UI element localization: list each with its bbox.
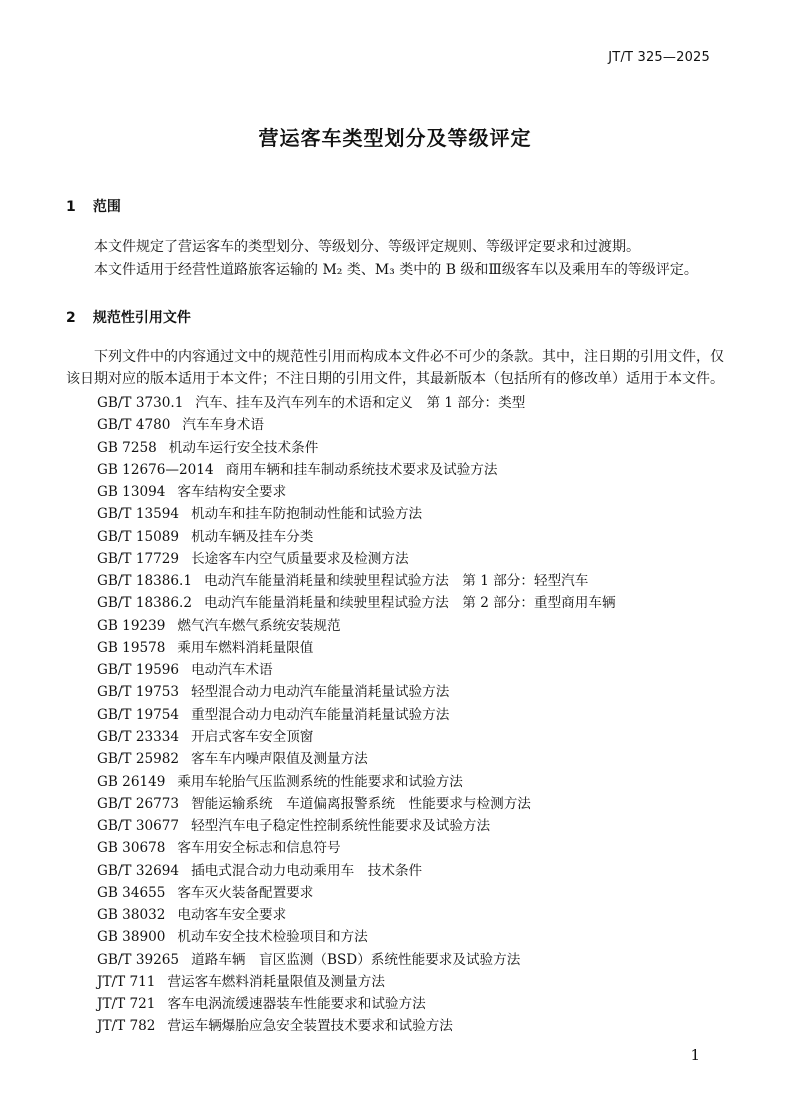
reference-title: 乘用车轮胎气压监测系统的性能要求和试验方法 bbox=[177, 773, 463, 790]
reference-code: GB/T 15089 bbox=[97, 528, 180, 545]
reference-code: GB/T 4780 bbox=[97, 417, 171, 434]
reference-title: 电动汽车能量消耗量和续驶里程试验方法 第 1 部分：轻型汽车 bbox=[204, 573, 589, 590]
section-number: 2 bbox=[66, 310, 76, 326]
standard-code: JT/T 325—2025 bbox=[608, 50, 710, 65]
reference-code: GB 13094 bbox=[97, 484, 166, 501]
reference-code: GB/T 18386.1 bbox=[97, 573, 193, 590]
reference-title: 客车结构安全要求 bbox=[177, 484, 287, 501]
reference-code: GB/T 18386.2 bbox=[97, 595, 193, 612]
reference-code: GB/T 19596 bbox=[97, 662, 180, 679]
reference-item bbox=[97, 837, 737, 859]
scope-paragraph-2: 本文件适用于经营性道路旅客运输的 M₂ 类、M₃ 类中的 B 级和Ⅲ级客车以及乘用车的等级评定。 bbox=[94, 262, 698, 278]
reference-title: 重型混合动力电动汽车能量消耗量试验方法 bbox=[191, 706, 450, 723]
reference-item bbox=[97, 481, 737, 503]
reference-title: 机动车辆及挂车分类 bbox=[191, 528, 314, 545]
reference-item bbox=[97, 637, 737, 659]
reference-item bbox=[97, 615, 737, 637]
reference-item bbox=[97, 459, 737, 481]
reference-item bbox=[97, 437, 737, 459]
reference-code: GB/T 3730.1 bbox=[97, 395, 184, 411]
reference-item bbox=[97, 926, 737, 948]
reference-item bbox=[97, 882, 737, 904]
references-intro-paragraph: 下列文件中的内容通过文中的规范性引用而构成本文件必不可少的条款。其中，注日期的引用文件，仅该日期对应的版本适用于本文件；不注日期的引用文件，其最新版本（包括所有的修改单）适用于本文件。 bbox=[66, 349, 724, 387]
reference-code: JT/T 711 bbox=[97, 973, 156, 990]
reference-title: 汽车、挂车及汽车列车的术语和定义 第 1 部分：类型 bbox=[195, 395, 526, 411]
reference-item bbox=[97, 704, 737, 726]
reference-item bbox=[97, 592, 737, 614]
reference-title: 商用车辆和挂车制动系统技术要求及试验方法 bbox=[225, 461, 498, 478]
reference-code: GB 30678 bbox=[97, 840, 166, 857]
reference-item bbox=[97, 726, 737, 748]
reference-title: 道路车辆 盲区监测（BSD）系统性能要求及试验方法 bbox=[191, 951, 521, 968]
section-title: 范围 bbox=[92, 199, 121, 215]
reference-code: GB/T 39265 bbox=[97, 951, 180, 968]
reference-item bbox=[97, 949, 737, 971]
reference-code: GB/T 26773 bbox=[97, 795, 180, 812]
reference-code: GB/T 17729 bbox=[97, 550, 180, 567]
reference-title: 机动车和挂车防抱制动性能和试验方法 bbox=[191, 506, 423, 523]
page-number: 1 bbox=[690, 1046, 700, 1064]
reference-code: GB/T 30677 bbox=[97, 818, 180, 835]
reference-item bbox=[97, 904, 737, 926]
reference-item bbox=[97, 771, 737, 793]
reference-item bbox=[97, 659, 737, 681]
reference-title: 电动汽车术语 bbox=[191, 662, 273, 679]
reference-title: 轻型汽车电子稳定性控制系统性能要求及试验方法 bbox=[191, 818, 491, 835]
reference-code: GB 19578 bbox=[97, 639, 166, 656]
reference-title: 开启式客车安全顶窗 bbox=[191, 728, 314, 745]
reference-title: 智能运输系统 车道偏离报警系统 性能要求与检测方法 bbox=[191, 795, 531, 812]
document-title: 营运客车类型划分及等级评定 bbox=[258, 126, 532, 150]
reference-item bbox=[97, 815, 737, 837]
reference-item bbox=[97, 503, 737, 525]
reference-title: 电动客车安全要求 bbox=[177, 907, 287, 924]
reference-code: GB 26149 bbox=[97, 773, 166, 790]
reference-title: 营运车辆爆胎应急安全装置技术要求和试验方法 bbox=[167, 1018, 453, 1035]
reference-title: 机动车运行安全技术条件 bbox=[168, 439, 319, 456]
reference-title: 客车车内噪声限值及测量方法 bbox=[191, 751, 368, 768]
reference-item bbox=[97, 993, 737, 1015]
reference-item bbox=[97, 570, 737, 592]
reference-title: 客车用安全标志和信息符号 bbox=[177, 840, 341, 857]
reference-title: 长途客车内空气质量要求及检测方法 bbox=[191, 550, 409, 567]
reference-item bbox=[97, 392, 737, 414]
reference-title: 乘用车燃料消耗量限值 bbox=[177, 639, 314, 656]
reference-code: GB 19239 bbox=[97, 617, 166, 634]
section-heading-scope bbox=[66, 196, 121, 216]
reference-code: GB 34655 bbox=[97, 884, 166, 901]
reference-code: GB/T 25982 bbox=[97, 751, 180, 768]
section-number: 1 bbox=[66, 199, 76, 215]
section-title: 规范性引用文件 bbox=[92, 310, 191, 326]
reference-title: 客车灭火装备配置要求 bbox=[177, 884, 314, 901]
section-heading-normative-references bbox=[66, 307, 191, 327]
reference-code: GB 12676—2014 bbox=[97, 461, 214, 478]
reference-title: 插电式混合动力电动乘用车 技术条件 bbox=[191, 862, 423, 879]
reference-code: GB 7258 bbox=[97, 439, 157, 456]
reference-list bbox=[97, 392, 737, 1038]
reference-title: 客车电涡流缓速器装车性能要求和试验方法 bbox=[167, 996, 426, 1013]
reference-item bbox=[97, 971, 737, 993]
reference-code: JT/T 721 bbox=[97, 996, 156, 1013]
reference-title: 燃气汽车燃气系统安装规范 bbox=[177, 617, 341, 634]
reference-title: 汽车车身术语 bbox=[182, 417, 264, 434]
reference-title: 机动车安全技术检验项目和方法 bbox=[177, 929, 368, 946]
reference-item bbox=[97, 548, 737, 570]
reference-code: GB/T 13594 bbox=[97, 506, 180, 523]
reference-item bbox=[97, 748, 737, 770]
reference-item bbox=[97, 860, 737, 882]
reference-item bbox=[97, 681, 737, 703]
reference-title: 轻型混合动力电动汽车能量消耗量试验方法 bbox=[191, 684, 450, 701]
reference-title: 电动汽车能量消耗量和续驶里程试验方法 第 2 部分：重型商用车辆 bbox=[204, 595, 616, 612]
reference-code: JT/T 782 bbox=[97, 1018, 156, 1035]
reference-code: GB/T 32694 bbox=[97, 862, 180, 879]
reference-item bbox=[97, 1015, 737, 1037]
reference-item bbox=[97, 526, 737, 548]
reference-code: GB/T 19753 bbox=[97, 684, 180, 701]
reference-item bbox=[97, 793, 737, 815]
reference-code: GB 38032 bbox=[97, 907, 166, 924]
scope-paragraph-1: 本文件规定了营运客车的类型划分、等级划分、等级评定规则、等级评定要求和过渡期。 bbox=[94, 239, 640, 255]
reference-code: GB/T 23334 bbox=[97, 728, 180, 745]
reference-item bbox=[97, 414, 737, 436]
reference-title: 营运客车燃料消耗量限值及测量方法 bbox=[167, 973, 385, 990]
reference-code: GB/T 19754 bbox=[97, 706, 180, 723]
reference-code: GB 38900 bbox=[97, 929, 166, 946]
